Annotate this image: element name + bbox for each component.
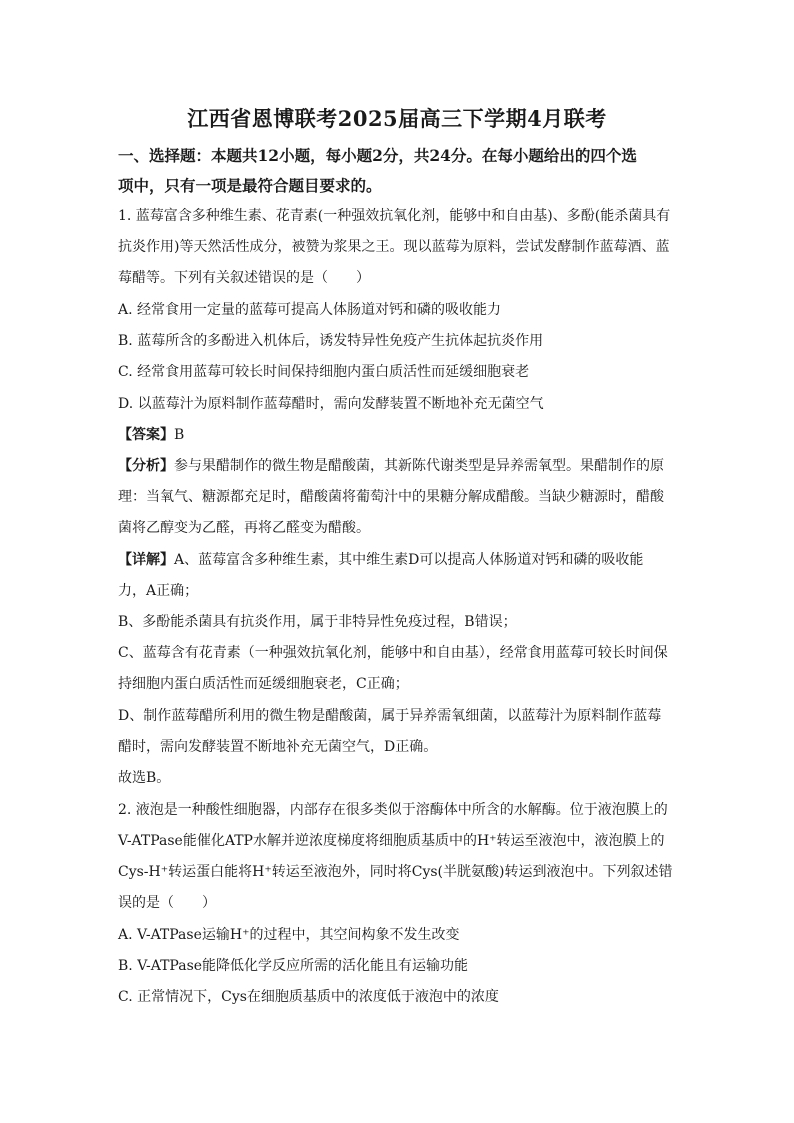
q1-stem-line-2: 抗炎作用)等天然活性成分，被赞为浆果之王。现以蓝莓为原料，尝试发酵制作蓝莓酒、蓝: [118, 239, 670, 255]
detail-text: A、蓝莓富含多种维生素，其中维生素D可以提高人体肠道对钙和磷的吸收能: [174, 552, 644, 568]
q1-detail-line-1: [118, 550, 678, 570]
q2-stem-line-4: 误的是（ ）: [118, 895, 216, 911]
q2-option-b: B. V-ATPase能降低化学反应所需的活化能且有运输功能: [118, 958, 469, 974]
q1-option-a: A. 经常食用一定量的蓝莓可提高人体肠道对钙和磷的吸收能力: [118, 302, 502, 318]
q1-detail-line-6: D、制作蓝莓醋所利用的微生物是醋酸菌，属于异养需氧细菌，以蓝莓汁为原料制作蓝莓: [118, 708, 662, 724]
q1-stem-line-3: 莓醋等。下列有关叙述错误的是（ ）: [118, 270, 370, 286]
q1-analysis-line-2: 理：当氧气、糖源都充足时，醋酸菌将葡萄汁中的果糖分解成醋酸。当缺少糖源时，醋酸: [118, 489, 664, 505]
q2-stem-line-1: 2. 液泡是一种酸性细胞器，内部存在很多类似于溶酶体中所含的水解酶。位于液泡膜上的: [118, 802, 668, 818]
q2-stem-line-2: V-ATPase能催化ATP水解并逆浓度梯度将细胞质基质中的H⁺转运至液泡中，液泡膜上的: [118, 833, 665, 849]
section-header-line-1: 一、选择题：本题共12小题，每小题2分，共24分。在每小题给出的四个选: [118, 146, 637, 165]
q1-detail-line-5: 持细胞内蛋白质活性而延缓细胞衰老，C正确；: [118, 676, 409, 692]
q1-detail-line-2: 力，A正确；: [118, 583, 199, 599]
q1-conclusion: 故选B。: [118, 770, 171, 786]
q1-answer: [118, 425, 678, 445]
analysis-tag: 【分析】: [118, 458, 174, 474]
analysis-text: 参与果醋制作的微生物是醋酸菌，其新陈代谢类型是异养需氧型。果醋制作的原: [174, 458, 664, 474]
q1-option-c: C. 经常食用蓝莓可较长时间保持细胞内蛋白质活性而延缓细胞衰老: [118, 364, 530, 380]
q1-stem-line-1: 1. 蓝莓富含多种维生素、花青素(一种强效抗氧化剂，能够中和自由基)、多酚(能杀菌具有: [118, 208, 671, 224]
page-title: 江西省恩博联考2025届高三下学期4月联考: [187, 106, 607, 131]
q1-analysis-line-1: [118, 456, 678, 476]
q1-analysis-line-3: 菌将乙醇变为乙醛，再将乙醛变为醋酸。: [118, 520, 370, 536]
q1-option-b: B. 蓝莓所含的多酚进入机体后，诱发特异性免疫产生抗体起抗炎作用: [118, 333, 544, 349]
q1-detail-line-7: 醋时，需向发酵装置不断地补充无菌空气，D正确。: [118, 739, 438, 755]
answer-tag: 【答案】: [118, 427, 174, 443]
q2-option-c: C. 正常情况下，Cys在细胞质基质中的浓度低于液泡中的浓度: [118, 989, 499, 1005]
q2-stem-line-3: Cys-H⁺转运蛋白能将H⁺转运至液泡外，同时将Cys(半胱氨酸)转运到液泡中。下列叙述错: [118, 864, 673, 880]
q1-detail-line-4: C、蓝莓含有花青素（一种强效抗氧化剂，能够中和自由基），经常食用蓝莓可较长时间保: [118, 645, 668, 661]
q2-option-a: A. V-ATPase运输H⁺的过程中，其空间构象不发生改变: [118, 927, 460, 943]
section-header-line-2: 项中，只有一项是最符合题目要求的。: [118, 176, 382, 195]
q1-option-d: D. 以蓝莓汁为原料制作蓝莓醋时，需向发酵装置不断地补充无菌空气: [118, 396, 544, 412]
q1-detail-line-3: B、多酚能杀菌具有抗炎作用，属于非特异性免疫过程，B错误；: [118, 614, 517, 630]
detail-tag: 【详解】: [118, 552, 174, 568]
answer-value: B: [174, 427, 185, 443]
